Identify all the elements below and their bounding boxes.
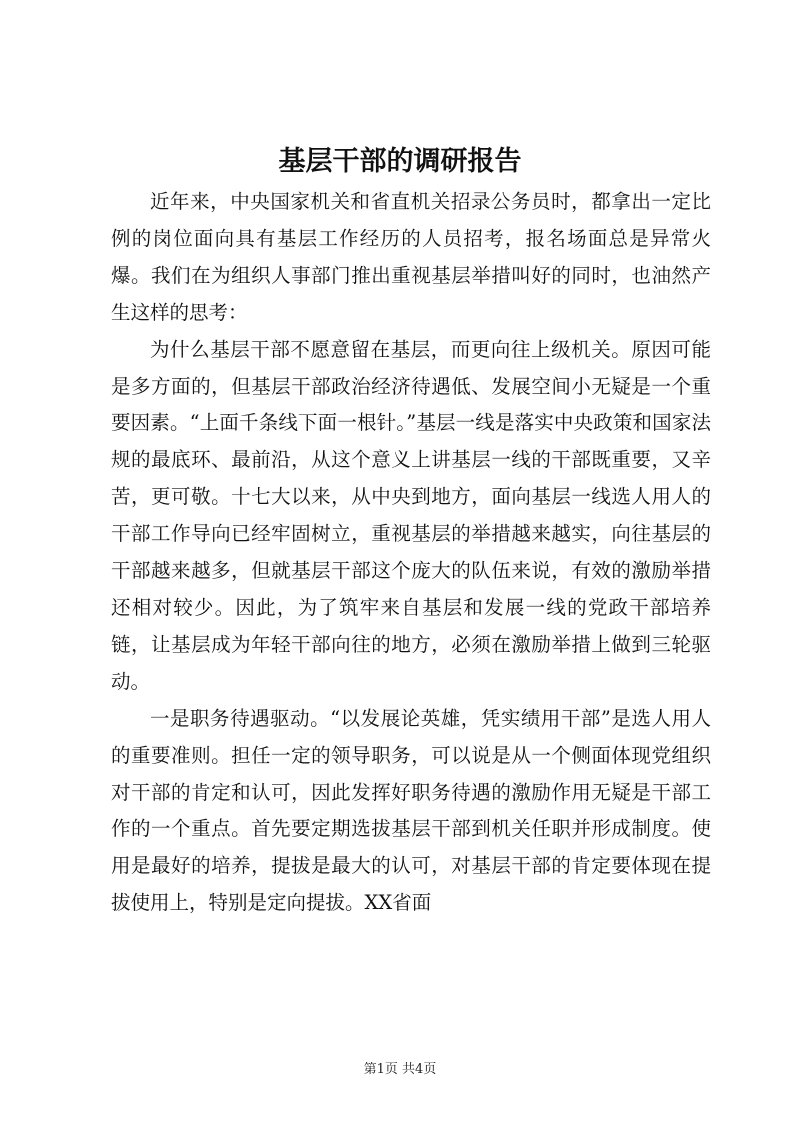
document-body [111,184,711,922]
paragraph-2: 为什么基层干部不愿意留在基层，而更向往上级机关。原因可能是多方面的，但基层干部政治经济待遇低、发展空间小无疑是一个重要因素。“上面千条线下面一根针。”基层一线是落实中央政策和国家法规的最底环、最前沿，从这个意义上讲基层一线的干部既重要，又辛苦，更可敬。十七大以来，从中央到地方，面向基层一线选人用人的干部工作导向已经牢固树立，重视基层的举措越来越实，向往基层的干部越来越多，但就基层干部这个庞大的队伍来说，有效的激励举措还相对较少。因此，为了筑牢来自基层和发展一线的党政干部培养链，让基层成为年轻干部向往的地方，必须在激励举措上做到三轮驱动。 [111,337,711,693]
document-title: 基层干部的调研报告 [278,146,522,177]
paragraph-3: 一是职务待遇驱动。“以发展论英雄，凭实绩用干部”是选人用人的重要准则。担任一定的领导职务，可以说是从一个侧面体现党组织对干部的肯定和认可，因此发挥好职务待遇的激励作用无疑是干部工作的一个重点。首先要定期选拔基层干部到机关任职并形成制度。使用是最好的培养，提拔是最大的认可，对基层干部的肯定要体现在提拔使用上，特别是定向提拔。XX省面 [111,706,711,915]
page-footer: 第1页 共4页 [363,1062,437,1077]
paragraph-1: 近年来，中央国家机关和省直机关招录公务员时，都拿出一定比例的岗位面向具有基层工作经历的人员招考，报名场面总是异常火爆。我们在为组织人事部门推出重视基层举措叫好的同时，也油然产生这样的思考： [111,190,711,324]
